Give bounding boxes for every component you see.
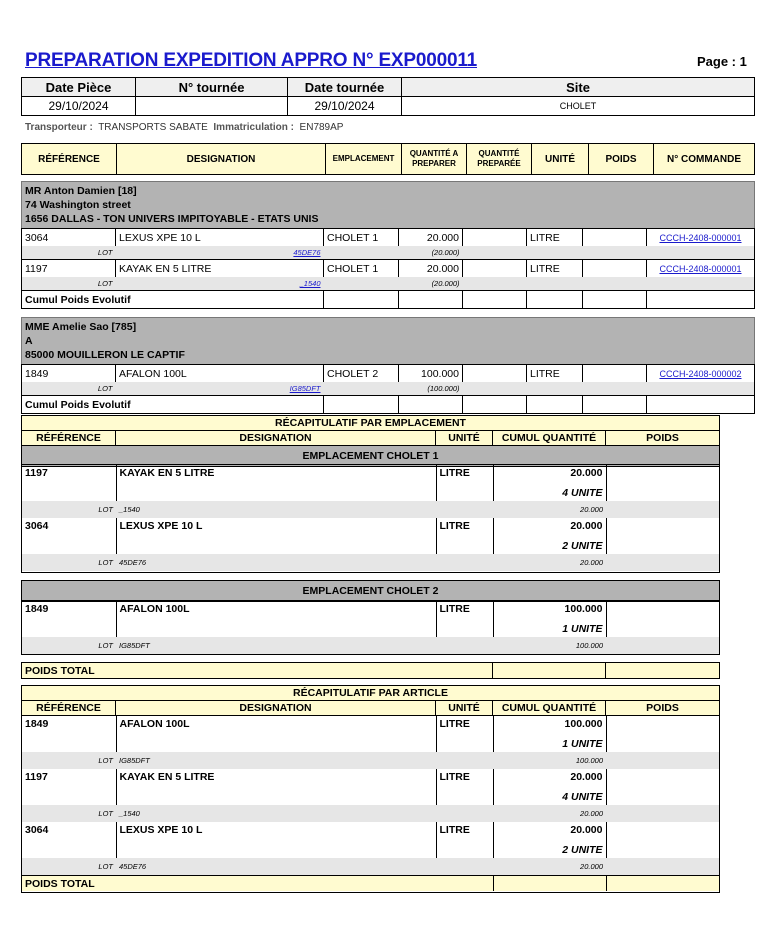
table-row — [22, 229, 755, 247]
lot-label: LOT — [22, 554, 116, 571]
customer-address: A — [25, 335, 33, 347]
ref: 3064 — [22, 229, 116, 247]
recap-col-poids: POIDS — [606, 701, 720, 716]
ref: 1197 — [25, 467, 48, 479]
lot-row — [22, 637, 719, 654]
ref: 1849 — [22, 365, 116, 383]
immatriculation-value: EN789AP — [299, 122, 344, 133]
customer-city: 1656 DALLAS - TON UNIVERS IMPITOYABLE - ETATS UNIS — [25, 213, 319, 225]
recap-row — [22, 822, 719, 841]
designation: LEXUS XPE 10 L — [116, 518, 436, 537]
recap-row — [22, 716, 719, 735]
recap-col-cumul: CUMUL QUANTITÉ — [493, 431, 606, 446]
customer-block — [21, 181, 755, 229]
qte-preparer: 20.000 — [399, 260, 463, 278]
unite: LITRE — [436, 769, 493, 788]
ref: 3064 — [25, 520, 49, 532]
recap-article-title: RÉCAPITULATIF PAR ARTICLE — [22, 686, 720, 701]
lot-label: LOT — [22, 246, 116, 260]
lot-qte: (100.000) — [399, 382, 463, 396]
unit-count: 4 UNITE — [493, 788, 606, 805]
immatriculation-label: Immatriculation : — [213, 122, 294, 133]
unite: LITRE — [527, 229, 583, 247]
designation: LEXUS XPE 10 L — [116, 822, 436, 841]
col-poids: POIDS — [589, 144, 654, 175]
page-number: Page : 1 — [697, 54, 747, 69]
lot-qte: 100.000 — [493, 752, 606, 769]
transport-info — [25, 122, 343, 133]
qte-preparer: 20.000 — [399, 229, 463, 247]
poids-total-label: POIDS TOTAL — [22, 876, 493, 892]
value-num-tournee — [136, 97, 288, 116]
recap-row — [22, 769, 719, 788]
col-reference: RÉFÉRENCE — [22, 144, 117, 175]
lot-row — [22, 554, 719, 571]
table-row — [22, 365, 755, 383]
poids — [583, 260, 647, 278]
lot-link[interactable]: IG85DFT — [289, 384, 321, 393]
unit-count: 2 UNITE — [493, 537, 606, 554]
value-date-piece: 29/10/2024 — [22, 97, 136, 116]
poids — [583, 229, 647, 247]
unit-count: 1 UNITE — [493, 735, 606, 752]
recap-emplacement-title: RÉCAPITULATIF PAR EMPLACEMENT — [22, 416, 720, 431]
lot-label: LOT — [22, 382, 116, 396]
recap-article-header — [21, 685, 720, 716]
customer-block — [21, 317, 755, 365]
cumul-qte: 20.000 — [493, 465, 606, 484]
cumul-qte: 20.000 — [493, 769, 606, 788]
col-designation: DESIGNATION — [117, 144, 326, 175]
lot-qte: 20.000 — [493, 805, 606, 822]
value-site: CHOLET — [402, 97, 755, 116]
unit-count: 4 UNITE — [493, 484, 606, 501]
ref: 1849 — [25, 603, 49, 615]
emplacement-group-body — [21, 464, 720, 573]
col-emplacement: EMPLACEMENT — [326, 144, 402, 175]
designation: KAYAK EN 5 LITRE — [116, 260, 324, 278]
emplacement-group-title: EMPLACEMENT CHOLET 2 — [22, 581, 720, 602]
article-items — [22, 716, 719, 891]
main-table-header — [21, 143, 755, 175]
commande-link[interactable]: CCCH-2408-000002 — [659, 368, 742, 379]
commande-link[interactable]: CCCH-2408-000001 — [659, 263, 742, 274]
header-num-tournee: N° tournée — [136, 78, 288, 97]
recap-col-designation: DESIGNATION — [116, 431, 436, 446]
recap-col-unite: UNITÉ — [436, 431, 493, 446]
recap-emplacement-header — [21, 415, 720, 467]
customer-lines-table — [21, 228, 755, 309]
customer-city: 85000 MOUILLERON LE CAPTIF — [25, 349, 185, 361]
emplacement: CHOLET 1 — [324, 260, 399, 278]
lot-qte: 20.000 — [493, 554, 606, 571]
recap-col-designation: DESIGNATION — [116, 701, 436, 716]
lot-qte: 20.000 — [493, 501, 606, 518]
poids-total-emplacement — [21, 662, 720, 679]
customer-name: MR Anton Damien [18] — [25, 185, 137, 197]
header-site: Site — [402, 78, 755, 97]
col-unite: UNITÉ — [532, 144, 589, 175]
cumul-label: Cumul Poids Evolutif — [22, 396, 324, 414]
unit-count: 2 UNITE — [493, 841, 606, 858]
lot-link[interactable]: 45DE76 — [293, 248, 321, 257]
unite: LITRE — [436, 716, 493, 735]
lot-qte: 100.000 — [493, 637, 606, 654]
ref: 3064 — [25, 824, 49, 836]
lot-label: LOT — [22, 501, 116, 518]
col-commande: N° COMMANDE — [654, 144, 755, 175]
transporteur-value: TRANSPORTS SABATE — [98, 122, 208, 133]
emplacement-group-2-header — [21, 580, 720, 602]
lot-value: 45DE76 — [116, 858, 436, 876]
ref: 1197 — [25, 771, 48, 783]
document-title: PREPARATION EXPEDITION APPRO N° EXP000011 — [25, 50, 478, 71]
lot-value: IG85DFT — [116, 752, 436, 769]
lot-row — [22, 501, 719, 518]
emplacement-items — [22, 601, 719, 654]
unite: LITRE — [436, 601, 493, 620]
emplacement-items — [22, 465, 719, 571]
col-qte-preparee: QUANTITÉ PREPARÉE — [467, 144, 532, 175]
header-date-tournee: Date tournée — [288, 78, 402, 97]
designation: AFALON 100L — [116, 601, 436, 620]
customer-address: 74 Washington street — [25, 199, 131, 211]
emplacement: CHOLET 2 — [324, 365, 399, 383]
customer-name: MME Amelie Sao [785] — [25, 321, 137, 333]
table-row — [22, 260, 755, 278]
commande-link[interactable]: CCCH-2408-000001 — [659, 232, 742, 243]
qte-preparer: 100.000 — [399, 365, 463, 383]
unite: LITRE — [436, 518, 493, 537]
poids — [583, 365, 647, 383]
cumul-row — [22, 396, 755, 414]
lot-label: LOT — [22, 277, 116, 291]
cumul-qte: 100.000 — [493, 716, 606, 735]
cumul-row — [22, 291, 755, 309]
lot-label: LOT — [22, 637, 116, 654]
lot-qte: (20.000) — [399, 246, 463, 260]
customer-lines-table — [21, 364, 755, 414]
cumul-qte: 20.000 — [493, 518, 606, 537]
recap-row — [22, 601, 719, 620]
recap-col-reference: RÉFÉRENCE — [22, 431, 116, 446]
header-date-piece: Date Pièce — [22, 78, 136, 97]
lot-label: LOT — [22, 805, 116, 822]
recap-row — [22, 465, 719, 484]
recap-col-unite: UNITÉ — [436, 701, 493, 716]
lot-label: LOT — [22, 858, 116, 876]
lot-value: IG85DFT — [116, 637, 436, 654]
lot-row — [22, 246, 755, 260]
designation: KAYAK EN 5 LITRE — [116, 465, 436, 484]
qte-preparee[interactable] — [463, 260, 527, 278]
unite: LITRE — [436, 465, 493, 484]
lot-link[interactable]: _1540 — [299, 279, 321, 288]
designation: KAYAK EN 5 LITRE — [116, 769, 436, 788]
lot-qte: 20.000 — [493, 858, 606, 876]
recap-article-body — [21, 716, 720, 893]
ref: 1197 — [22, 260, 116, 278]
qte-preparee[interactable] — [463, 229, 527, 247]
recap-col-cumul: CUMUL QUANTITÉ — [493, 701, 606, 716]
qte-preparee[interactable] — [463, 365, 527, 383]
designation: AFALON 100L — [116, 716, 436, 735]
cumul-qte: 100.000 — [493, 601, 606, 620]
col-qte-preparer: QUANTITÉ A PREPARER — [402, 144, 467, 175]
lot-value: 45DE76 — [116, 554, 436, 571]
designation: AFALON 100L — [116, 365, 324, 383]
unit-count: 1 UNITE — [493, 620, 606, 637]
lot-value: _1540 — [116, 805, 436, 822]
designation: LEXUS XPE 10 L — [116, 229, 324, 247]
recap-row — [22, 518, 719, 537]
lot-row — [22, 858, 719, 876]
ref: 1849 — [25, 718, 49, 730]
lot-row — [22, 277, 755, 291]
lot-row — [22, 382, 755, 396]
lot-label: LOT — [22, 752, 116, 769]
recap-col-reference: RÉFÉRENCE — [22, 701, 116, 716]
lot-row — [22, 752, 719, 769]
cumul-label: Cumul Poids Evolutif — [22, 291, 324, 309]
unite: LITRE — [527, 260, 583, 278]
transporteur-label: Transporteur : — [25, 122, 93, 133]
unite: LITRE — [527, 365, 583, 383]
emplacement-group-title: EMPLACEMENT CHOLET 1 — [22, 446, 720, 467]
emplacement-group-body — [21, 600, 720, 655]
value-date-tournee: 29/10/2024 — [288, 97, 402, 116]
emplacement: CHOLET 1 — [324, 229, 399, 247]
document-info-table — [21, 77, 755, 116]
cumul-qte: 20.000 — [493, 822, 606, 841]
unite: LITRE — [436, 822, 493, 841]
poids-total-label: POIDS TOTAL — [22, 663, 493, 679]
recap-col-poids: POIDS — [606, 431, 720, 446]
lot-row — [22, 805, 719, 822]
lot-value: _1540 — [116, 501, 436, 518]
lot-qte: (20.000) — [399, 277, 463, 291]
